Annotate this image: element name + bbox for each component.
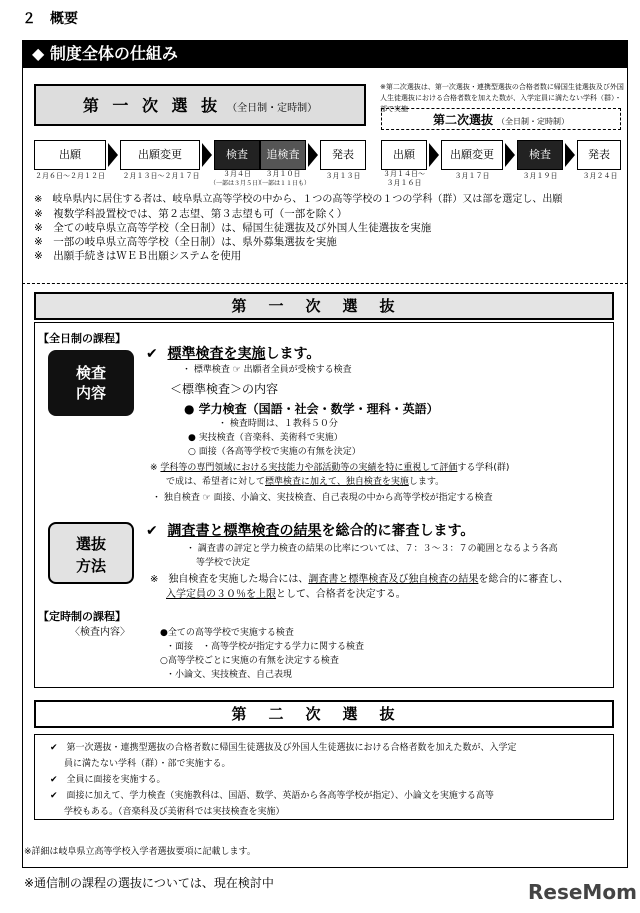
parttime-line: ・面接 ・高等学校が指定する学力に関する検査	[166, 642, 365, 652]
flow-step-exam: 検査	[214, 140, 260, 170]
second-item: ✔ 第一次選抜・連携型選抜の合格者数に帰国生徒選抜及び外国人生徒選抜における合格者数を加えた数が、入学定	[50, 743, 517, 753]
second-item: ✔ 全員に面接を実施する。	[50, 775, 166, 785]
banner-text: ◆ 制度全体の仕組み	[32, 44, 178, 63]
note-underlined: 標準検査に加えて、独自検査を実施	[265, 477, 409, 487]
exam-headline	[146, 343, 320, 363]
flow-step-apply: 出願	[34, 140, 106, 170]
date-apply: ２月６日～２月１２日	[35, 172, 105, 180]
note-underlined: 学科等の専門領域における実技能力や部活動等の実績を特に重視して評価	[160, 463, 458, 473]
exam-line: ● 実技検査（音楽科、美術科で実施）	[188, 433, 343, 443]
exam-line: ○ 面接（各高等学校で実施の有無を決定）	[188, 447, 361, 457]
date-announce: ３月１３日	[325, 172, 361, 180]
exam-special-note-2	[166, 476, 444, 489]
notes-list	[34, 193, 626, 263]
exam-line: ● 学力検査（国語・社会・数学・理科・英語）	[184, 402, 439, 416]
exam-line: ・ 検査時間は、１教科５０分	[218, 419, 338, 429]
second-date-apply-end: ３月１６日	[386, 179, 422, 187]
exam-special-note	[150, 462, 509, 475]
note-item: ※ 複数学科設置校では、第２志望、第３志望も可（一部を除く）	[34, 208, 348, 220]
second-title: 第二次選抜	[432, 113, 493, 127]
arrow-icon	[565, 143, 575, 167]
second-selection-band: 第二次選抜	[34, 700, 614, 728]
exam-headline-rest: します。	[265, 346, 321, 362]
fulltime-label: 【全日制の課程】	[38, 332, 126, 345]
note-item: ※ 全ての岐阜県立高等学校（全日制）は、帰国生徒選抜及び外国人生徒選抜を実施	[34, 222, 432, 234]
second-step-announce: 発表	[577, 140, 621, 170]
date-exam-note: （一部は３月５日）	[209, 180, 264, 187]
footer-note: ※通信制の課程の選抜については、現在検討中	[24, 876, 274, 890]
second-items	[50, 740, 610, 820]
arrow-icon	[108, 143, 118, 167]
second-date-announce: ３月２４日	[582, 172, 618, 180]
first-title: 第 一 次 選 抜	[82, 96, 222, 115]
first-selection-band: 第一次選抜	[34, 292, 614, 320]
badge-line: 選抜	[75, 535, 106, 553]
selection-note-2	[166, 588, 406, 602]
parttime-sub: 〈検査内容〉	[70, 627, 130, 638]
exam-headline-underlined: 標準検査を実施	[167, 346, 266, 362]
date-makeup: ３月１０日	[265, 170, 301, 178]
note-underlined: 入学定員の３０％を上限	[166, 589, 276, 600]
second-subtitle: （全日制・定時制）	[497, 117, 569, 126]
badge-line: 内容	[75, 384, 106, 402]
second-item: 学校もある。（音楽科及び美術科では実技検査を実施）	[64, 807, 285, 817]
divider	[22, 283, 628, 284]
note-suffix: する学科(群)	[457, 463, 510, 473]
selection-headline-rest: を総合的に審査します。	[321, 523, 475, 539]
exam-content-badge	[48, 350, 134, 416]
exam-line: ・ 独自検査 ☞ 面接、小論文、実技検査、自己表現の中から高等学校が指定する検査	[152, 493, 493, 503]
second-selection-note: ※第二次選抜は、第一次選抜・連携型選抜の合格者数に帰国生徒選抜及び外国人生徒選抜における合格者数を加えた数が、入学定員に満たない学科（群）・部で実施	[380, 83, 624, 113]
date-makeup-note: （一部は１１日も）	[255, 180, 310, 187]
note-suffix: します。	[408, 477, 445, 487]
second-date-change: ３月１７日	[454, 172, 490, 180]
check-icon: ✔	[146, 523, 158, 539]
badge-line: 検査	[75, 364, 106, 382]
second-item: ✔ 面接に加えて、学力検査（実施教科は、国語、数学、英語から各高等学校が指定）、小論文を実施する高等	[50, 791, 494, 801]
note-item: ※ 出願手続きはＷＥＢ出願システムを使用	[34, 250, 242, 262]
second-item: 員に満たない学科（群）・部で実施する。	[64, 759, 231, 769]
selection-line: 等学校で決定	[196, 558, 251, 568]
exam-line: ＜標準検査＞の内容	[170, 382, 279, 396]
system-banner	[22, 40, 628, 68]
second-step-change: 出願変更	[441, 140, 503, 170]
parttime-line: ○高等学校ごとに実施の有無を決定する検査	[160, 656, 339, 666]
second-date-exam: ３月１９日	[522, 172, 558, 180]
first-subtitle: （全日制・定時制）	[227, 103, 318, 114]
note-item: ※ 岐阜県内に居住する者は、岐阜県立高等学校の中から、１つの高等学校の１つの学科（群）又は部を選定し、出願	[34, 194, 563, 205]
arrow-icon	[308, 143, 318, 167]
note-suffix: として、合格者を決定する。	[276, 589, 406, 600]
date-exam: ３月４日	[223, 170, 251, 178]
check-icon: ✔	[146, 346, 158, 362]
date-change: ２月１３日～２月１７日	[122, 172, 200, 180]
parttime-label: 【定時制の課程】	[38, 610, 126, 623]
section-title: ２ 概要	[22, 11, 78, 27]
selection-note	[150, 573, 568, 587]
resemom-logo: ReseMom	[528, 880, 637, 904]
second-date-apply: ３月１４日～	[383, 170, 425, 178]
detail-note: ※詳細は岐阜県立高等学校入学者選抜要項に記載します。	[24, 847, 256, 857]
second-step-exam: 検査	[517, 140, 563, 170]
parttime-line: ●全ての高等学校で実施する検査	[160, 628, 294, 638]
note-prefix: ※	[150, 463, 161, 473]
note-prefix: ※ 独自検査を実施した場合には、	[150, 574, 309, 585]
note-prefix: で成は、希望者に対して	[166, 477, 266, 487]
parttime-line: ・小論文、実技検査、自己表現	[166, 670, 293, 680]
arrow-icon	[429, 143, 439, 167]
first-selection-header	[34, 84, 366, 126]
selection-method-badge	[48, 522, 134, 584]
note-suffix: を総合的に審査し、	[478, 574, 569, 585]
note-underlined: 調査書と標準検査及び独自検査の結果	[308, 574, 479, 585]
second-selection-header	[381, 108, 621, 130]
selection-headline-underlined: 調査書と標準検査の結果	[167, 523, 322, 539]
selection-line: ・ 調査書の評定と学力検査の結果の比率については、７：３～３：７の範囲となるよう各高	[186, 544, 558, 554]
flow-step-change: 出願変更	[120, 140, 200, 170]
selection-headline	[146, 520, 474, 540]
arrow-icon	[505, 143, 515, 167]
flow-step-makeup-exam: 追検査	[260, 140, 306, 170]
note-item: ※ 一部の岐阜県立高等学校（全日制）は、県外募集選抜を実施	[34, 236, 337, 248]
arrow-icon	[202, 143, 212, 167]
badge-line: 方法	[75, 557, 106, 575]
second-step-apply: 出願	[381, 140, 427, 170]
flow-step-announce: 発表	[320, 140, 366, 170]
exam-line: ・ 標準検査 ☞ 出願者全員が受検する検査	[182, 365, 352, 375]
